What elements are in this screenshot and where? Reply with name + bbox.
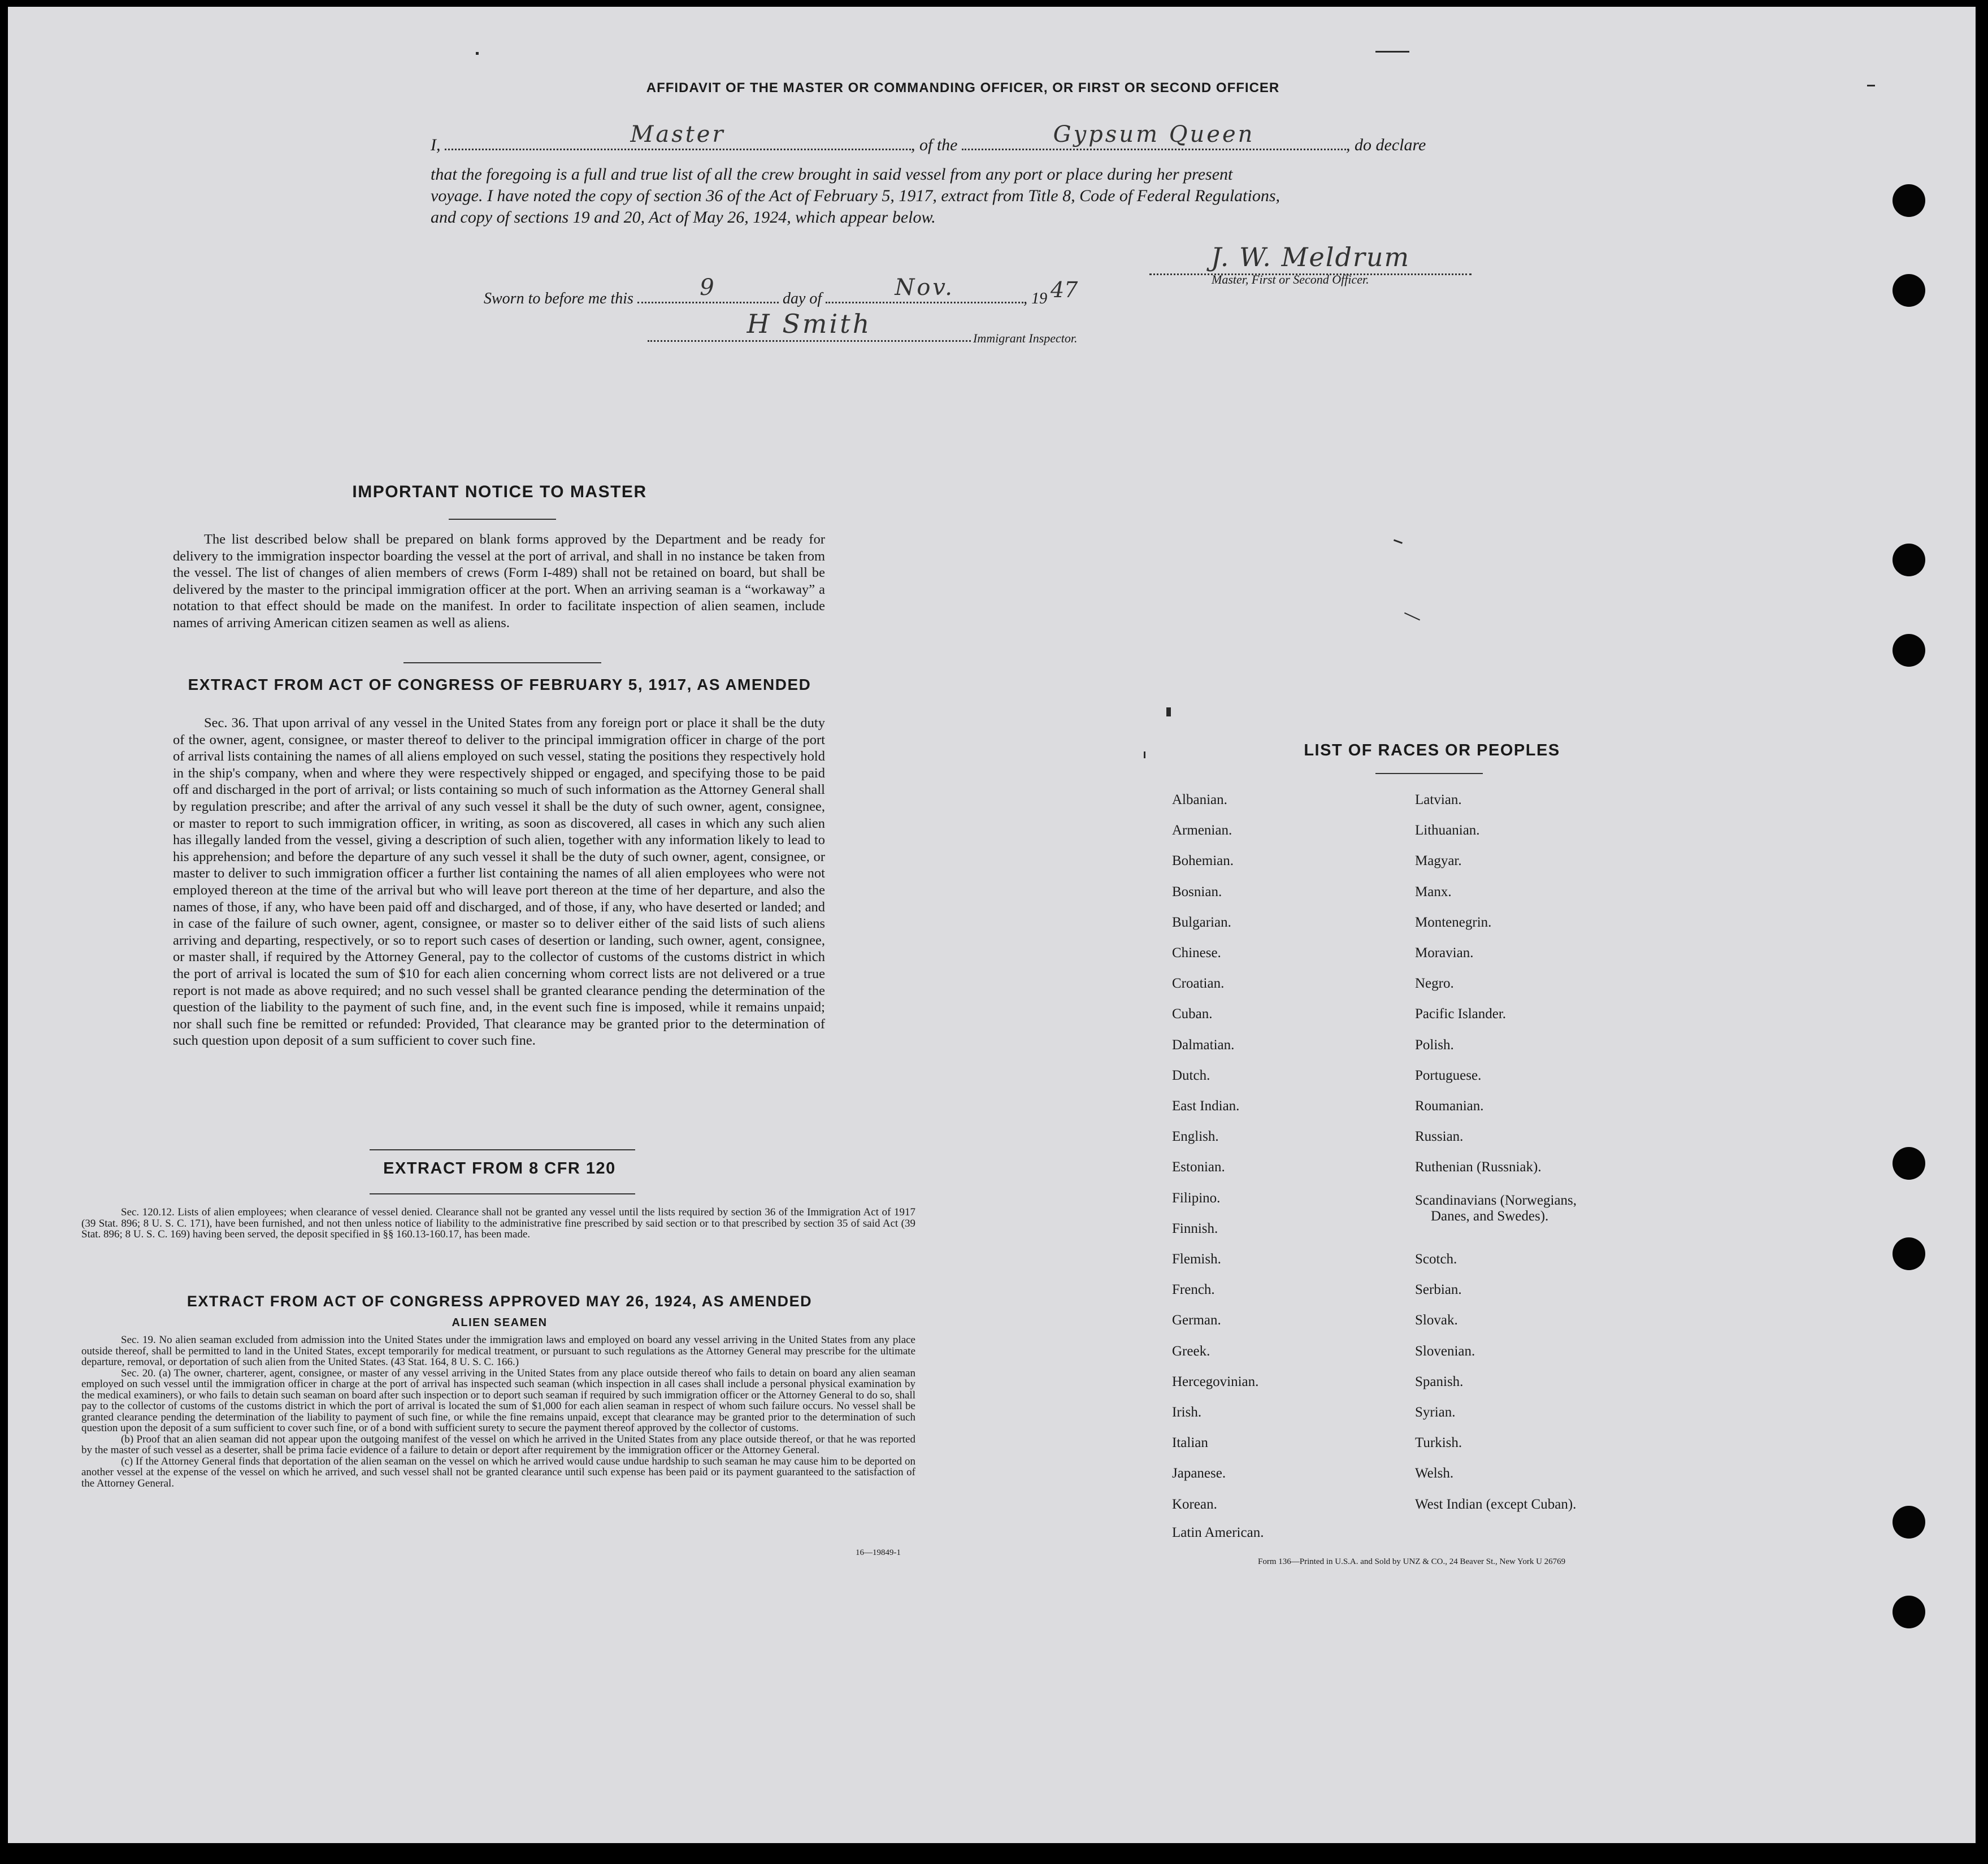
race-item: Dutch. [1172,1067,1210,1083]
race-item: Latvian. [1415,792,1462,807]
race-item: Welsh. [1415,1466,1454,1481]
master-signature: J. W. Meldrum [1210,242,1410,272]
race-item: East Indian. [1172,1098,1240,1114]
race-item: Chinese. [1172,945,1221,961]
race-item: Greek. [1172,1343,1210,1359]
race-item: Cuban. [1172,1006,1213,1022]
punch-hole [1892,274,1925,307]
inspector-caption: Immigrant Inspector. [973,331,1078,345]
race-item: Latin American. [1172,1524,1264,1540]
punch-hole [1892,1596,1925,1628]
race-item: Flemish. [1172,1252,1221,1267]
divider [370,1193,635,1194]
divider [370,1149,635,1150]
race-item: Filipino. [1172,1190,1221,1206]
race-item: Italian [1172,1435,1208,1451]
declaration-line-4: and copy of sections 19 and 20, Act of May 26, 1924, which appear below. [431,208,936,227]
race-item: Portuguese. [1415,1067,1482,1083]
race-item: Scandinavians (Norwegians, [1415,1192,1577,1208]
race-item: Albanian. [1172,792,1227,807]
divider [403,662,601,663]
section-20b-paragraph: (b) Proof that an alien seaman did not appear upon the outgoing manifest of the vessel on which he arrived in the United States from any place outside thereof, or that he was reported by the master of such vessel as a deserter, shall be prima facie evidence of a failure to detain or deport after requirement by the immigration officer or the Attorney General. [81,1433,915,1456]
race-item: Scotch. [1415,1252,1457,1267]
notice-text: The list described below shall be prepared on blank forms approved by the Department and be ready for delivery to the immigration inspector boarding the vessel at the port of arrival, and shall in no instance be taken from the vessel. The list of changes of alien members of crews (Form I-489) shall not be retained on board, but shall be delivered by the master to the principal immigration officer at the port. When an arriving seaman is a “workaway” a notation to that effect should be made on the manifest. In order to facilitate inspection of alien seamen, include names of arriving American citizen seamen as well as aliens. [173,532,825,631]
race-item: Spanish. [1415,1374,1464,1389]
punch-hole [1892,1147,1925,1180]
race-item: Irish. [1172,1405,1202,1420]
race-item: Syrian. [1415,1405,1456,1420]
section-20c-paragraph: (c) If the Attorney General finds that deportation of the alien seaman on the vessel on which he arrived would cause undue hardship to such seaman he may cause him to be deported on another vessel at the expense of the vessel on which he arrived, and such vessel shall not be granted clearance until such expense has been paid or its payment guaranteed to the satisfaction of the Attorney General. [81,1455,915,1489]
race-item: West Indian (except Cuban). [1415,1496,1577,1512]
race-item: Roumanian. [1415,1098,1484,1114]
race-item: Japanese. [1172,1466,1226,1481]
sworn-day-field: 9 [637,289,779,303]
speck [1375,51,1409,53]
race-item: Russian. [1415,1129,1464,1145]
sworn-year-field: 47 [1050,277,1078,302]
extract-1924-text [81,1335,915,1489]
divider [1375,773,1483,774]
divider [449,519,556,520]
race-item: Bosnian. [1172,884,1222,900]
race-item: Serbian. [1415,1282,1462,1298]
declaration-line-3: voyage. I have noted the copy of section 36 of the Act of February 5, 1917, extract from Title 8, Code of Federal Regulations, [431,186,1281,205]
race-item: Armenian. [1172,823,1232,838]
race-item: Ruthenian (Russniak). [1415,1159,1542,1175]
extract-1917-text: Sec. 36. That upon arrival of any vessel in the United States from any foreign port or place it shall be the duty of the owner, agent, consignee, or master thereof to deliver to the principal immigration officer in charge of the port of arrival lists containing the names of all aliens employed on such vessel, stating the positions they respectively hold in the ship's company, when and where they were respectively shipped or engaged, and specifying those to be paid off and discharged in the port of arrival; or lists containing so much of such information as the Attorney General shall by regulation prescribe; and after the arrival of any such vessel it shall be the duty of such owner, agent, consignee, or master to report to such immigration officer, in writing, as soon as discovered, all cases in which any such alien has illegally landed from the vessel, giving a description of such alien, together with any information likely to lead to his apprehension; and before the departure of any such vessel it shall be the duty of such owner, agent, consignee, or master to deliver to such immigration officer a further list containing the names of all alien employees who were not employed thereon at the time of the arrival but who will leave port thereon at the time of her departure, and also the names of those, if any, who have been paid off and discharged, and of those, if any, who have deserted or landed; and in case of the failure of such owner, agent, consignee, or master so to deliver either of the said lists of such aliens arriving and departing, respectively, or so to report such cases of desertion or landing, such owner, agent, consignee, or master shall, if required by the Attorney General, pay to the collector of customs of the customs district in which the port of arrival is located the sum of $10 for each alien concerning whom correct lists are not delivered or a true report is not made as above required; and no such vessel shall be granted clearance pending the determination of the question of the liability to the payment of such fine, and, in the event such fine is imposed, while it remains unpaid; nor shall such fine be remitted or refunded: Provided, That clearance may be granted prior to the determination of such question upon deposit of a sum sufficient to cover such fine. [173,715,825,1049]
punch-hole [1892,1506,1925,1539]
alien-seamen-subheading: ALIEN SEAMEN [452,1316,548,1329]
declaration-line-2: that the foregoing is a full and true list of all the crew brought in said vessel from any port or place during her present [431,165,1233,184]
signature-caption: Master, First or Second Officer. [1212,272,1369,286]
race-item: Dalmatian. [1172,1037,1235,1053]
declaration-line-1: I, Master , of the Gypsum Queen , do declare [431,121,1426,154]
inspector-signature: H Smith [746,309,872,339]
race-item: English. [1172,1129,1219,1145]
punch-hole [1892,1237,1925,1270]
race-item: Turkish. [1415,1435,1462,1451]
cfr-text: Sec. 120.12. Lists of alien employees; when clearance of vessel denied. Clearance shall not be granted any vessel until the lists required by section 36 of the Immigration Act of 1917 (39 Stat. 896; 8 U. S. C. 171), have been furnished, and not then unless notice of liability to the administrative fine prescribed by said section or to that prescribed by section 35 of said Act (39 Stat. 896; 8 U. S. C. 169) having been served, the deposit specified in §§ 160.13-160.17, has been made. [81,1206,915,1240]
race-item: Lithuanian. [1415,823,1480,838]
race-item: German. [1172,1313,1221,1328]
form-code: 16—19849-1 [856,1548,901,1557]
race-item: Croatian. [1172,976,1225,992]
extract-1917-heading: EXTRACT FROM ACT OF CONGRESS OF FEBRUARY 5, 1917, AS AMENDED [188,676,811,693]
extract-1924-heading: EXTRACT FROM ACT OF CONGRESS APPROVED MAY 26, 1924, AS AMENDED [186,1293,813,1310]
cfr-heading: EXTRACT FROM 8 CFR 120 [383,1159,616,1178]
document-page [8,7,1976,1843]
race-item: Negro. [1415,976,1454,992]
race-item: Pacific Islander. [1415,1006,1507,1022]
punch-hole [1892,634,1925,667]
speck [1867,85,1875,86]
notice-heading: IMPORTANT NOTICE TO MASTER [352,483,647,501]
race-item: Finnish. [1172,1220,1218,1236]
race-item: Bulgarian. [1172,914,1231,930]
printer-footer: Form 136—Printed in U.S.A. and Sold by UNZ & CO., 24 Beaver St., New York U 26769 [1258,1557,1566,1566]
race-item: Polish. [1415,1037,1454,1053]
race-item: Moravian. [1415,945,1474,961]
punch-hole [1892,544,1925,576]
vessel-name-field: Gypsum Queen [962,136,1346,150]
affidavit-heading: AFFIDAVIT OF THE MASTER OR COMMANDING OFFICER, OR FIRST OR SECOND OFFICER [646,80,1280,95]
sworn-month-field: Nov. [826,289,1023,303]
speck [1394,539,1403,544]
race-item: French. [1172,1282,1215,1298]
section-20a-paragraph: Sec. 20. (a) The owner, charterer, agent, consignee, or master of any vessel arriving in the United States from any place outside thereof who fails to detain on board any alien seaman employed on such vessel until the immigration officer in charge at the port of arrival has inspected such seaman (which inspection in all cases shall include a personal physical examination by the medical examiners), or who fails to detain such seaman on board after such inspection or to deport such seaman if required by such immigration officer or the Attorney General to do so, shall pay to the collector of customs of the customs district in which the port of arrival is located the sum of $1,000 for each alien seaman in respect of whom such failure occurs. No vessel shall be granted clearance pending the determination of the liability to payment of such fine, or while the fine remains unpaid, except that clearance may be granted prior to the determination of such question upon the deposit of a sum sufficient to cover such fine, or of a bond with sufficient surety to secure the payment thereof approved by the collector of customs. [81,1367,915,1434]
inspector-signature-field [648,309,971,342]
race-item: Manx. [1415,884,1452,900]
section-19-paragraph: Sec. 19. No alien seaman excluded from admission into the United States under the immigration laws and employed on board any vessel arriving in the United States from any place outside thereof, shall be permitted to land in the United States, except temporarily for medical treatment, or pursuant to such regulations as the Attorney General may prescribe for the ultimate departure, removal, or deportation of such alien from the United States. (43 Stat. 164, 8 U. S. C. 166.) [81,1334,915,1368]
speck [1144,751,1145,758]
race-item: Estonian. [1172,1159,1225,1175]
race-item: Bohemian. [1172,853,1234,869]
sworn-line: Sworn to before me this 9 day of Nov. , 19 47 [484,289,1557,308]
race-item: Slovenian. [1415,1343,1475,1359]
master-name-field: Master [445,136,911,150]
race-item: Hercegovinian. [1172,1374,1259,1389]
race-item: Magyar. [1415,853,1462,869]
race-item: Korean. [1172,1496,1217,1512]
speck [1166,707,1171,716]
punch-hole [1892,184,1925,217]
master-signature-field [1149,244,1472,275]
race-item: Montenegrin. [1415,914,1492,930]
speck [476,52,479,55]
speck [1404,612,1420,620]
races-heading: LIST OF RACES OR PEOPLES [1304,741,1560,759]
race-item: Danes, and Swedes). [1431,1208,1549,1224]
race-item: Slovak. [1415,1313,1458,1328]
